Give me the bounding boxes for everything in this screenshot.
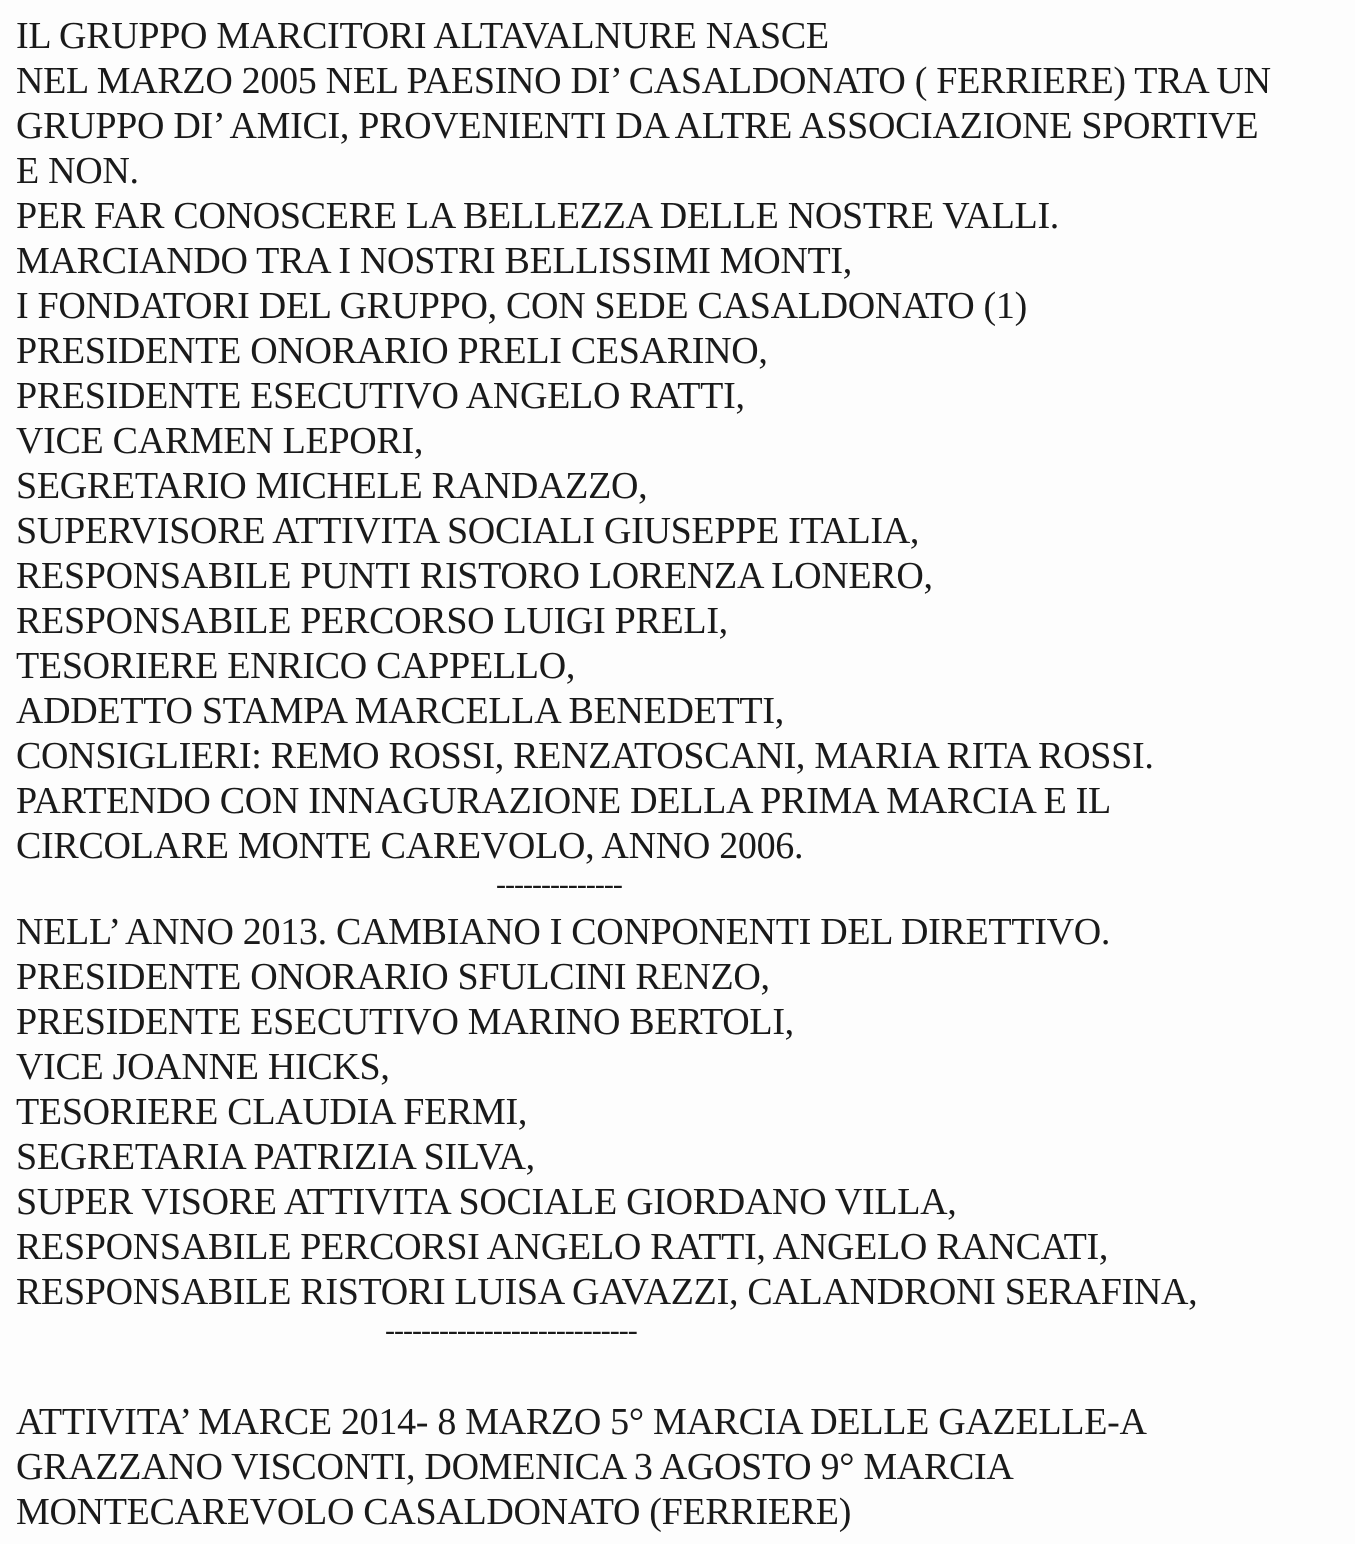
text-line: SEGRETARIA PATRIZIA SILVA, (16, 1136, 535, 1178)
text-line: TESORIERE ENRICO CAPPELLO, (16, 645, 576, 687)
text-line: SEGRETARIO MICHELE RANDAZZO, (16, 465, 648, 507)
text-line: E NON. (16, 150, 139, 192)
text-line: RESPONSABILE PERCORSI ANGELO RATTI, ANGELO RANCATI, (16, 1226, 1109, 1268)
text-line: PRESIDENTE ONORARIO SFULCINI RENZO, (16, 956, 770, 998)
text-line: PARTENDO CON INNAGURAZIONE DELLA PRIMA MARCIA E IL (16, 780, 1111, 822)
text-line: RESPONSABILE RISTORI LUISA GAVAZZI, CALANDRONI SERAFINA, (16, 1271, 1198, 1313)
text-line: CIRCOLARE MONTE CAREVOLO, ANNO 2006. (16, 825, 804, 867)
text-line: MONTECAREVOLO CASALDONATO (FERRIERE) (16, 1491, 852, 1533)
text-line: SUPERVISORE ATTIVITA SOCIALI GIUSEPPE ITALIA, (16, 510, 920, 552)
text-line: GRAZZANO VISCONTI, DOMENICA 3 AGOSTO 9° MARCIA (16, 1446, 1014, 1488)
text-line: PRESIDENTE ONORARIO PRELI CESARINO, (16, 330, 768, 372)
text-line: ATTIVITA’ MARCE 2014- 8 MARZO 5° MARCIA DELLE GAZELLE-A (16, 1401, 1147, 1443)
text-line: TESORIERE CLAUDIA FERMI, (16, 1091, 528, 1133)
text-line: IL GRUPPO MARCITORI ALTAVALNURE NASCE (16, 15, 829, 57)
text-line: ADDETTO STAMPA MARCELLA BENEDETTI, (16, 690, 784, 732)
text-line: NELL’ ANNO 2013. CAMBIANO I CONPONENTI DEL DIRETTIVO. (16, 911, 1111, 953)
text-line: VICE JOANNE HICKS, (16, 1046, 390, 1088)
text-line: PRESIDENTE ESECUTIVO ANGELO RATTI, (16, 375, 745, 417)
text-line: SUPER VISORE ATTIVITA SOCIALE GIORDANO VILLA, (16, 1181, 957, 1223)
text-line: I FONDATORI DEL GRUPPO, CON SEDE CASALDONATO (1) (16, 285, 1027, 327)
text-line: CONSIGLIERI: REMO ROSSI, RENZATOSCANI, MARIA RITA ROSSI. (16, 735, 1154, 777)
separator: -------------- (496, 868, 622, 901)
separator: ---------------------------- (385, 1314, 637, 1347)
text-line: RESPONSABILE PERCORSO LUIGI PRELI, (16, 600, 728, 642)
text-line: GRUPPO DI’ AMICI, PROVENIENTI DA ALTRE ASSOCIAZIONE SPORTIVE (16, 105, 1259, 147)
text-line: RESPONSABILE PUNTI RISTORO LORENZA LONERO, (16, 555, 933, 597)
text-line: PER FAR CONOSCERE LA BELLEZZA DELLE NOSTRE VALLI. (16, 195, 1059, 237)
text-line: VICE CARMEN LEPORI, (16, 420, 424, 462)
text-line: PRESIDENTE ESECUTIVO MARINO BERTOLI, (16, 1001, 794, 1043)
text-line: MARCIANDO TRA I NOSTRI BELLISSIMI MONTI, (16, 240, 852, 282)
text-line: NEL MARZO 2005 NEL PAESINO DI’ CASALDONATO ( FERRIERE) TRA UN (16, 60, 1271, 102)
